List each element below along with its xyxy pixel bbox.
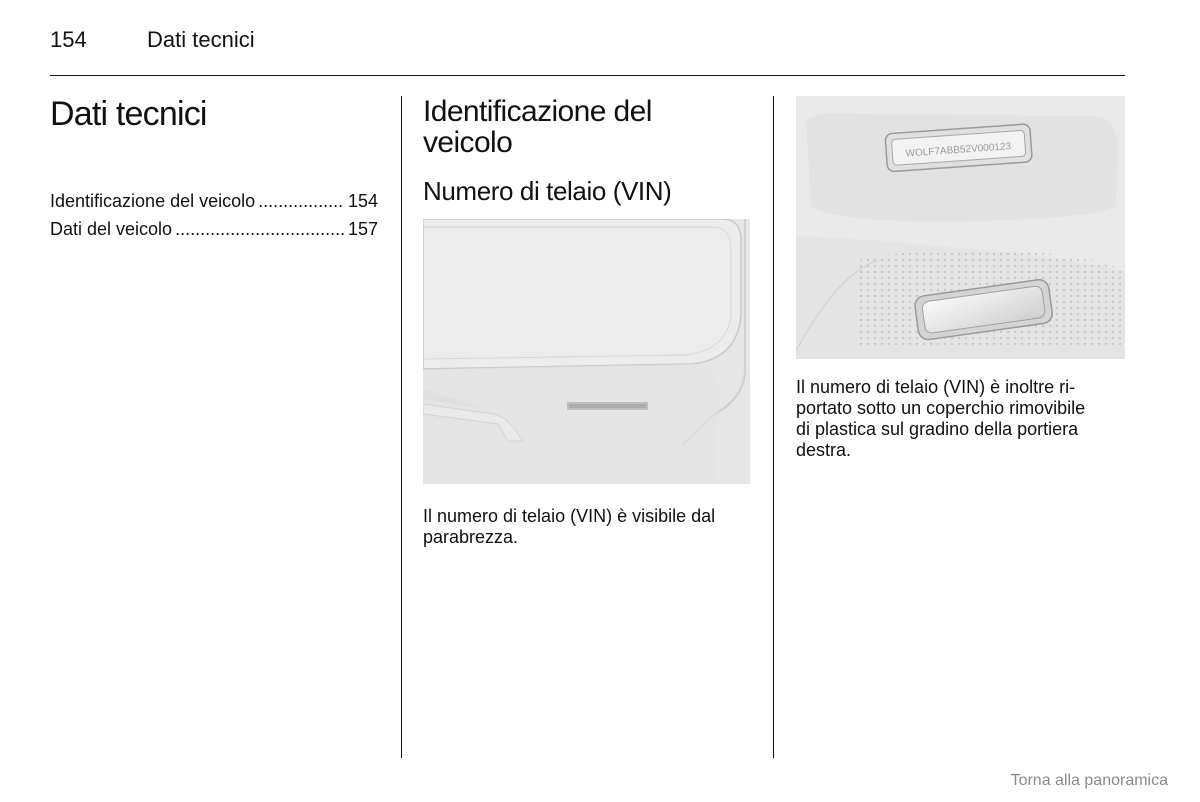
toc-entry-dati-veicolo[interactable] — [50, 215, 378, 243]
column-divider-2 — [773, 96, 774, 758]
chapter-title: Dati tecnici — [50, 95, 207, 133]
section-title-line2: veicolo — [423, 126, 513, 159]
back-to-overview-link[interactable]: Torna alla panoramica — [1010, 772, 1168, 789]
door-sill-caption-line1: Il numero di telaio (VIN) è inoltre ri- — [796, 377, 1076, 397]
door-sill-caption-line4: destra. — [796, 440, 852, 460]
header-divider — [50, 75, 1125, 76]
running-header — [50, 27, 255, 53]
door-sill-illustration-svg — [796, 96, 1125, 359]
door-sill-caption-line3: di plastica sul gradino della portiera — [796, 419, 1079, 439]
column-divider-1 — [401, 96, 402, 758]
toc-entry-label: Dati del veicolo — [50, 219, 173, 239]
windshield-caption-line2: parabrezza. — [423, 527, 519, 547]
section-title-line1: Identificazione del — [423, 95, 652, 128]
toc-entry-label: Identificazione del veicolo — [50, 191, 256, 211]
door-sill-caption-line2: portato sotto un coperchio rimovibile — [796, 398, 1086, 418]
door-sill-vin-illustration — [796, 96, 1125, 359]
door-sill-caption — [796, 377, 1126, 461]
table-of-contents — [50, 187, 378, 243]
left-column — [50, 96, 378, 243]
vin-plate-text: WOLF7ABB52V000123 — [905, 141, 1012, 160]
middle-column — [423, 95, 753, 547]
windshield-caption-line1: Il numero di telaio (VIN) è visibile dal — [423, 506, 716, 526]
page-number: 154 — [50, 27, 87, 52]
windshield-vin-illustration — [423, 219, 750, 484]
toc-leader-dots — [258, 187, 344, 215]
toc-entry-identificazione[interactable] — [50, 187, 378, 215]
windshield-caption — [423, 506, 753, 548]
subsection-title: Numero di telaio (VIN) — [423, 176, 672, 206]
running-header-title: Dati tecnici — [147, 27, 255, 52]
section-title — [423, 96, 753, 158]
windshield-illustration-svg — [423, 219, 750, 484]
toc-leader-dots — [175, 215, 344, 243]
toc-entry-page: 154 — [347, 191, 378, 211]
toc-entry-page: 157 — [347, 219, 378, 239]
